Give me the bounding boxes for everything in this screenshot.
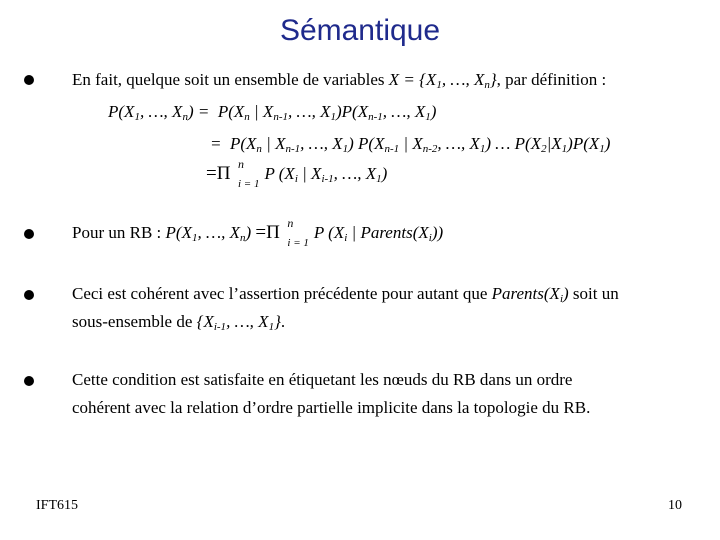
footer-course: IFT615 (36, 498, 78, 513)
bullet-1-text: En fait, quelque soit un ensemble de variables (72, 70, 385, 89)
bullet-3-math-2: {$X_{i-1}$, …, $X_1$} (196, 312, 281, 333)
bullet-dot (24, 290, 34, 300)
bullet-2 (72, 216, 444, 249)
bullet-dot (24, 75, 34, 85)
bullet-4-line-2: cohérent avec la relation d’ordre partielle implicite dans la topologie du RB. (72, 398, 591, 417)
bullet-1-math: $X = \{X_1$, …, $X_n$} (388, 70, 497, 91)
bullet-2-math: $P(X_1$, …, $X_n) =\Pi$ n i = 1 P ($X_i$ | $Parents(X_i)$) (165, 216, 444, 249)
equation-line-3: =Π n i = 1 P ($X_i$ | $X_{i-1}$, …, $X_1$) (206, 157, 388, 190)
bullet-3-line-1 (72, 283, 619, 305)
footer-page-number: 10 (668, 498, 682, 513)
bullet-dot (24, 376, 34, 386)
bullet-3-text: Ceci est cohérent avec l’assertion précédente pour autant que (72, 284, 488, 303)
bullet-3-tail: soit un (572, 284, 619, 303)
product-symbol: =Π n i = 1 (206, 157, 260, 190)
bullet-3-line-2 (72, 311, 285, 333)
bullet-3-text-2: sous-ensemble de (72, 312, 193, 331)
page-title: Sémantique (279, 14, 441, 47)
bullet-2-text: Pour un RB : (72, 223, 162, 242)
bullet-dot (24, 229, 34, 239)
bullet-1 (72, 69, 606, 91)
equation-line-2: = $P(X_n$ | $X_{n-1}$, …, $X_1$) $P(X_{n-1}$ | $X_{n-2}$, …, $X_1$) … $P(X_2|X_1)P(X_1)$ (210, 134, 611, 155)
bullet-4-line-1: Cette condition est satisfaite en étiquetant les nœuds du RB dans un ordre (72, 370, 573, 389)
bullet-3-math: $Parents(X_i)$ (491, 284, 569, 305)
bullet-1-tail: , par définition : (496, 70, 607, 89)
equation-line-1: $P(X_1$, …, $X_n) = P(X_n$ | $X_{n-1}$, …, $X_1)P(X_{n-1}$, …, $X_1$) (108, 102, 437, 123)
bullet-3-period: . (280, 312, 286, 331)
